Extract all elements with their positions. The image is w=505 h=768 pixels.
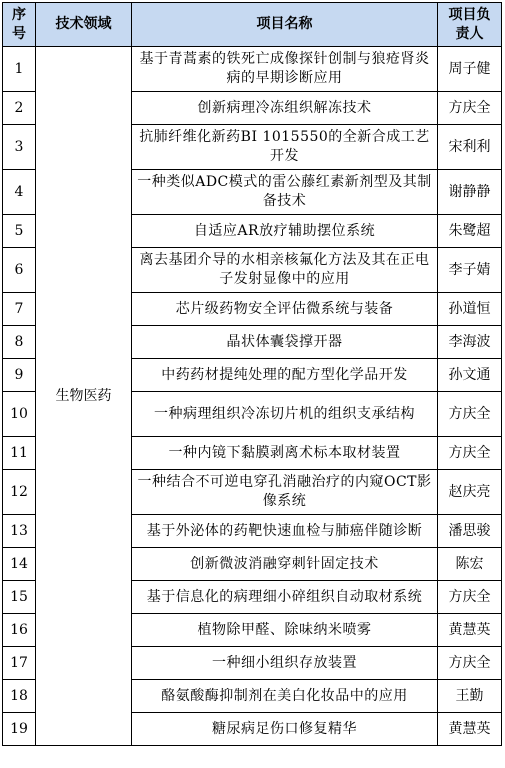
cell-project-name: 创新微波消融穿刺针固定技术: [132, 548, 438, 581]
cell-no: 17: [3, 647, 36, 680]
cell-project-name: 一种内镜下黏膜剥离术标本取材装置: [132, 437, 438, 470]
cell-project-name: 抗肺纤维化新药BI 1015550的全新合成工艺开发: [132, 125, 438, 170]
cell-no: 6: [3, 248, 36, 293]
cell-lead: 方庆全: [438, 647, 502, 680]
cell-project-name: 酪氨酸酶抑制剂在美白化妆品中的应用: [132, 680, 438, 713]
cell-lead: 孙文通: [438, 359, 502, 392]
cell-lead: 陈宏: [438, 548, 502, 581]
cell-no: 14: [3, 548, 36, 581]
cell-project-name: 基于外泌体的药靶快速血检与肺癌伴随诊断: [132, 515, 438, 548]
cell-project-name: 芯片级药物安全评估微系统与装备: [132, 293, 438, 326]
cell-lead: 李子婧: [438, 248, 502, 293]
cell-lead: 周子健: [438, 47, 502, 92]
cell-lead: 孙道恒: [438, 293, 502, 326]
cell-project-name: 一种细小组织存放装置: [132, 647, 438, 680]
cell-no: 15: [3, 581, 36, 614]
project-table: [2, 2, 502, 746]
cell-no: 2: [3, 92, 36, 125]
cell-lead: 李海波: [438, 326, 502, 359]
cell-no: 18: [3, 680, 36, 713]
cell-no: 5: [3, 215, 36, 248]
cell-lead: 黄慧英: [438, 614, 502, 647]
cell-lead: 赵庆亮: [438, 470, 502, 515]
cell-no: 12: [3, 470, 36, 515]
cell-project-name: 晶状体囊袋撑开器: [132, 326, 438, 359]
cell-lead: 方庆全: [438, 392, 502, 437]
cell-lead: 王勤: [438, 680, 502, 713]
table-row: [3, 47, 502, 92]
cell-lead: 潘思骏: [438, 515, 502, 548]
cell-lead: 谢静静: [438, 170, 502, 215]
cell-project-name: 基于青蒿素的铁死亡成像探针创制与狼疮肾炎病的早期诊断应用: [132, 47, 438, 92]
header-no: 序号: [3, 3, 36, 47]
cell-no: 3: [3, 125, 36, 170]
cell-no: 11: [3, 437, 36, 470]
cell-no: 19: [3, 713, 36, 746]
cell-project-name: 植物除甲醛、除味纳米喷雾: [132, 614, 438, 647]
header-lead: 项目负责人: [438, 3, 502, 47]
table-body: [3, 47, 502, 746]
cell-project-name: 一种病理组织冷冻切片机的组织支承结构: [132, 392, 438, 437]
cell-no: 1: [3, 47, 36, 92]
cell-project-name: 创新病理冷冻组织解冻技术: [132, 92, 438, 125]
cell-project-name: 一种类似ADC模式的雷公藤红素新剂型及其制备技术: [132, 170, 438, 215]
header-name: 项目名称: [132, 3, 438, 47]
cell-lead: 方庆全: [438, 92, 502, 125]
cell-project-name: 一种结合不可逆电穿孔消融治疗的内窥OCT影像系统: [132, 470, 438, 515]
cell-project-name: 中药药材提纯处理的配方型化学品开发: [132, 359, 438, 392]
cell-project-name: 糖尿病足伤口修复精华: [132, 713, 438, 746]
cell-project-name: 离去基团介导的水相亲核氟化方法及其在正电子发射显像中的应用: [132, 248, 438, 293]
cell-project-name: 基于信息化的病理细小碎组织自动取材系统: [132, 581, 438, 614]
header-field: 技术领域: [36, 3, 132, 47]
cell-no: 10: [3, 392, 36, 437]
cell-no: 4: [3, 170, 36, 215]
cell-lead: 黄慧英: [438, 713, 502, 746]
cell-no: 7: [3, 293, 36, 326]
cell-lead: 方庆全: [438, 437, 502, 470]
cell-lead: 宋利利: [438, 125, 502, 170]
table-header-row: [3, 3, 502, 47]
cell-lead: 朱鹭超: [438, 215, 502, 248]
cell-no: 8: [3, 326, 36, 359]
cell-no: 9: [3, 359, 36, 392]
cell-project-name: 自适应AR放疗辅助摆位系统: [132, 215, 438, 248]
cell-no: 13: [3, 515, 36, 548]
cell-lead: 方庆全: [438, 581, 502, 614]
cell-field: 生物医药: [36, 47, 132, 746]
cell-no: 16: [3, 614, 36, 647]
